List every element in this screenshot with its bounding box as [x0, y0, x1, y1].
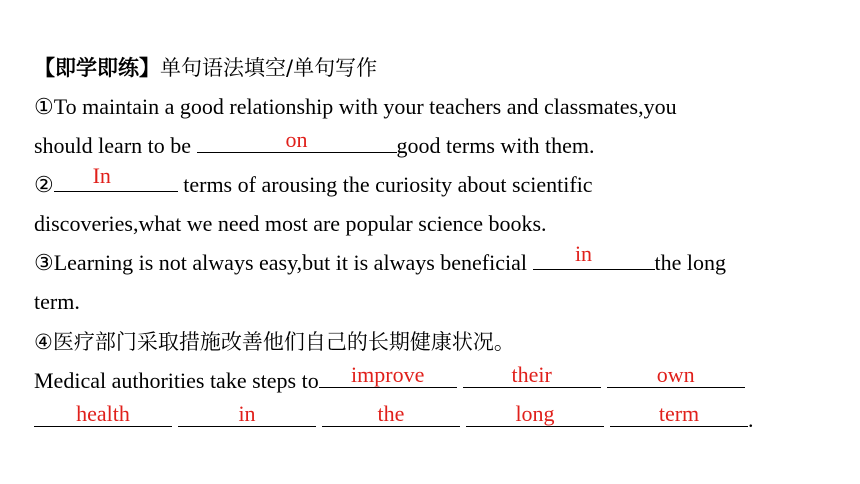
q3-blank[interactable]: [533, 241, 655, 270]
q4-answer-3: own: [656, 362, 695, 387]
q2-line2: discoveries,what we need most are popular science books.: [34, 211, 547, 236]
q3-line1: [34, 241, 726, 276]
q4-blank-1[interactable]: [319, 362, 457, 388]
q1-answer: on: [285, 127, 308, 152]
q2-blank[interactable]: [54, 163, 178, 192]
q4-blank-5[interactable]: [178, 401, 316, 427]
q4-end-punctuation: .: [748, 407, 754, 432]
q4-chinese-prompt: ④医疗部门采取措施改善他们自己的长期健康状况。: [34, 330, 515, 354]
q4-answer-7: long: [515, 401, 555, 426]
q3-line2: term.: [34, 289, 80, 314]
q4-blank-2[interactable]: [463, 362, 601, 388]
exercise-heading: [34, 55, 377, 81]
q2-answer: In: [92, 163, 111, 188]
exercise-bracket-title: 【即学即练】: [34, 56, 160, 80]
q4-text-before: Medical authorities take steps to: [34, 368, 319, 393]
q1-line1: ①To maintain a good relationship with your teachers and classmates,you: [34, 94, 677, 119]
q1-text-before: should learn to be: [34, 133, 197, 158]
q4-answer-6: the: [377, 401, 405, 426]
q2-text-after: terms of arousing the curiosity about scientific: [177, 172, 593, 197]
q4-answer-4: health: [76, 401, 130, 426]
q3-answer: in: [574, 241, 593, 266]
q1-line2: [34, 127, 595, 159]
q4-blank-4[interactable]: [34, 401, 172, 427]
q1-blank[interactable]: [197, 127, 397, 153]
q4-line1: [34, 362, 745, 394]
q4-blank-7[interactable]: [466, 401, 604, 427]
q4-blank-3[interactable]: [607, 362, 745, 388]
q4-answer-2: their: [511, 362, 552, 387]
q4-answer-8: term: [658, 401, 700, 426]
q4-blank-8[interactable]: [610, 401, 748, 427]
q4-answer-1: improve: [351, 362, 425, 387]
q4-answer-5: in: [238, 401, 256, 426]
q1-text-after: good terms with them.: [396, 133, 595, 158]
q3-text-before: ③Learning is not always easy,but it is always beneficial: [34, 250, 533, 275]
q2-line1: [34, 163, 593, 198]
q3-text-after: the long: [654, 250, 726, 275]
exercise-subtitle: 单句语法填空/单句写作: [160, 56, 378, 80]
q2-number: ②: [34, 172, 54, 197]
q4-line2: [34, 401, 754, 433]
q4-blank-6[interactable]: [322, 401, 460, 427]
